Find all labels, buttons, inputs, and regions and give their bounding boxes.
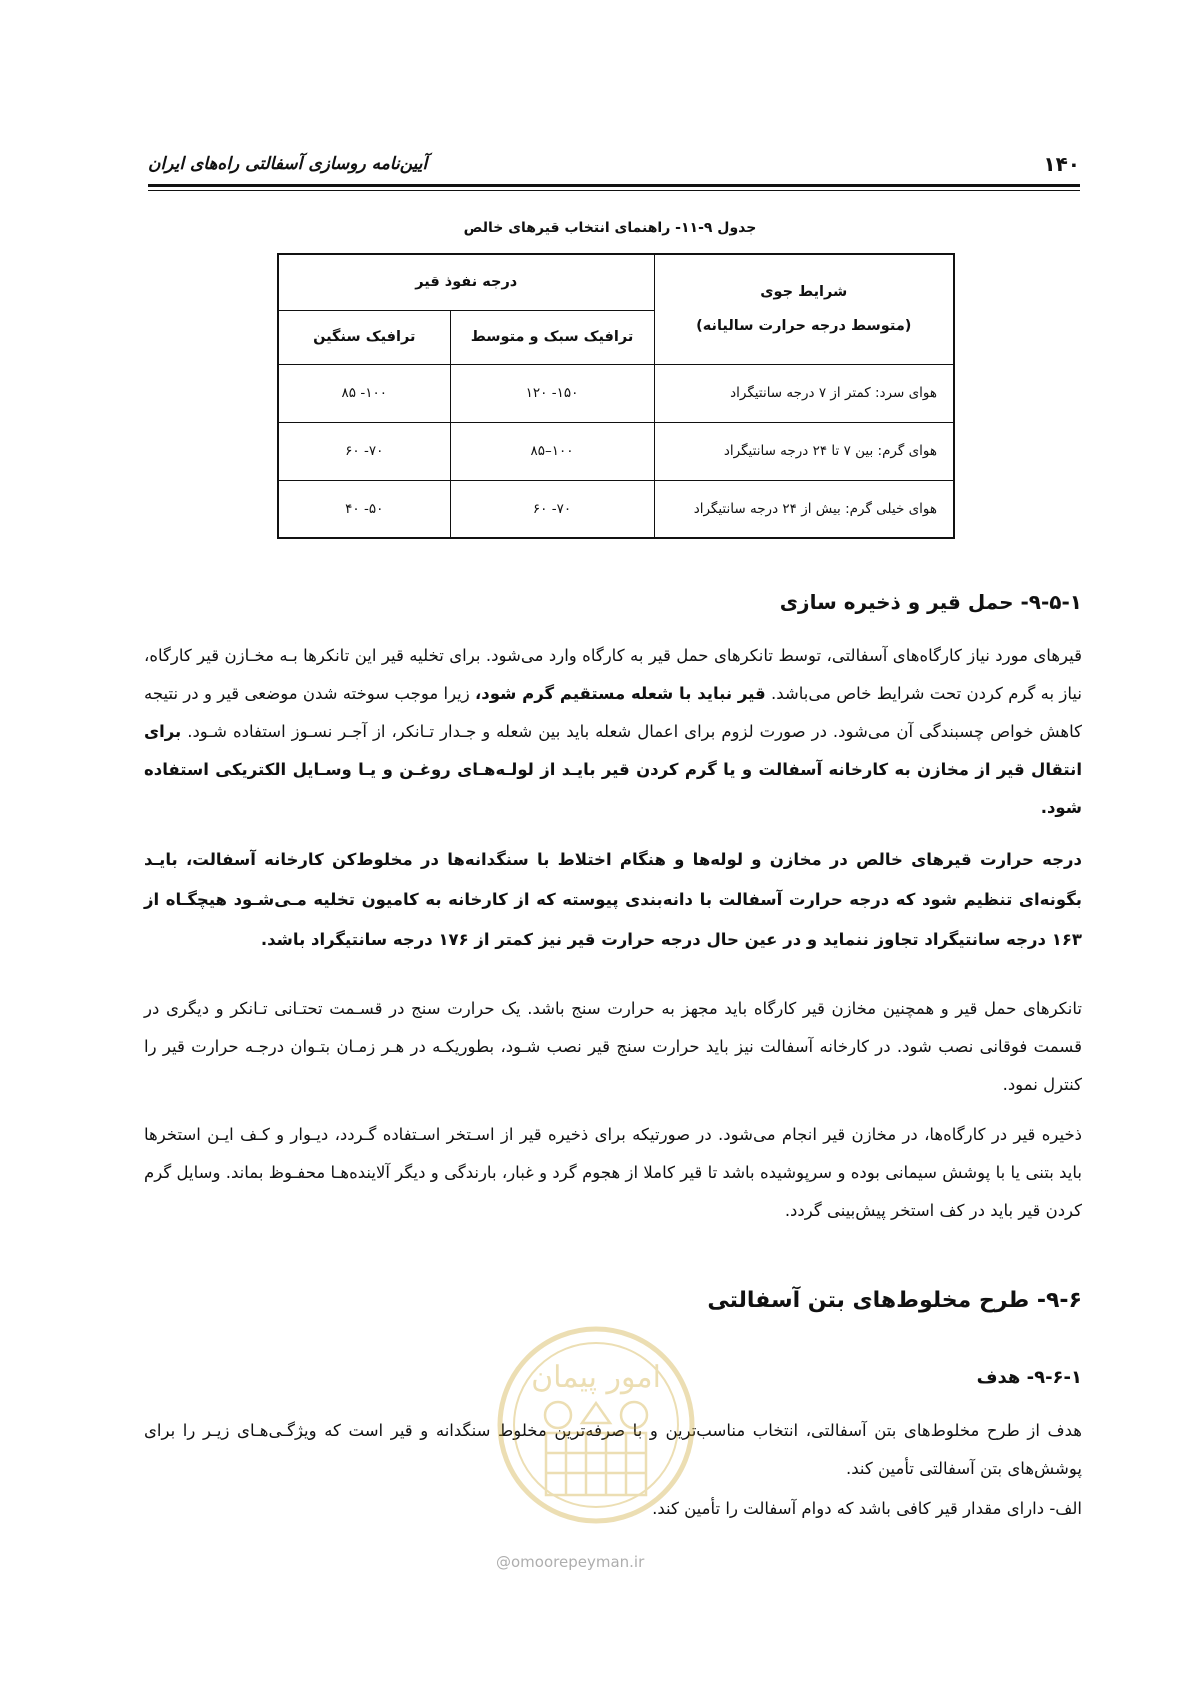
bitumen-selection-table bbox=[277, 253, 955, 539]
cell-condition: هوای سرد: کمتر از ۷ درجه سانتیگراد bbox=[654, 364, 954, 422]
watermark-url: @omoorepeyman.ir bbox=[496, 1553, 645, 1571]
cell-condition: هوای خیلی گرم: بیش از ۲۴ درجه سانتیگراد bbox=[654, 480, 954, 538]
header-climate-line2: (متوسط درجه حرارت سالیانه) bbox=[696, 318, 912, 335]
running-header bbox=[148, 150, 1080, 184]
cell-light-traffic: ۱۰۰–۸۵ bbox=[450, 422, 654, 480]
header-rule-thin bbox=[148, 190, 1080, 191]
table-row bbox=[278, 364, 954, 422]
header-climate-conditions bbox=[654, 254, 954, 364]
page-number: ۱۴۰ bbox=[1043, 152, 1080, 176]
section-heading-transport-storage: ۹-۵-۱- حمل قیر و ذخیره سازی bbox=[779, 590, 1082, 614]
book-title: آیین‌نامه روسازی آسفالتی راه‌های ایران bbox=[148, 154, 428, 174]
emphasis-no-direct-flame: قیر نباید با شعله مستقیم گرم شود، bbox=[475, 684, 766, 703]
header-rule-thick bbox=[148, 184, 1080, 187]
paragraph-transport bbox=[144, 637, 1082, 827]
header-heavy-traffic: ترافیک سنگین bbox=[278, 310, 450, 364]
emphasis-heating-method: برای انتقال قیر از مخازن به کارخانه آسفالت و یا گرم کردن قیر بایـد از لولـه‌هـای روغـن و یـا وسـایل الکتریکی استفاده شود. bbox=[144, 722, 1082, 817]
cell-condition: هوای گرم: بین ۷ تا ۲۴ درجه سانتیگراد bbox=[654, 422, 954, 480]
paragraph-objective: هدف از طرح مخلوط‌های بتن آسفالتی، انتخاب مناسب‌ترین و با صرفه‌ترین مخلوط سنگدانه و قیر است که ویژگـی‌هـای زیـر را برای پوشش‌های بتن آسفالتی تأمین کند. bbox=[144, 1421, 1082, 1478]
cell-heavy-traffic: ۱۰۰- ۸۵ bbox=[278, 364, 450, 422]
cell-light-traffic: ۷۰- ۶۰ bbox=[450, 480, 654, 538]
paragraph-text: قیرهای مورد نیاز کارگاه‌های آسفالتی، توسط تانکرهای حمل قیر به کارگاه وارد می‌شود. برای تخلیه قیر این تانکرها بـه مخـازن قیر کارگاه، نیاز به گرم کردن تحت شرایط خاص می‌باشد. bbox=[144, 646, 1082, 703]
table-caption: جدول ۹-۱۱- راهنمای انتخاب قیرهای خالص bbox=[463, 220, 757, 236]
table-row bbox=[278, 480, 954, 538]
cell-light-traffic: ۱۵۰- ۱۲۰ bbox=[450, 364, 654, 422]
paragraph-text: زیرا موجب سوخته شدن موضعی قیر و در نتیجه کاهش خواص چسبندگی آن می‌شود. در صورت لزوم برای اعمال شعله باید بین شعله و جـدار تـانکر، از آجـر نسـوز استفاده شـود. bbox=[144, 684, 1082, 741]
watermark-logo-text: امور پیمان bbox=[531, 1360, 661, 1395]
header-penetration-grade: درجه نفوذ قیر bbox=[278, 254, 654, 310]
section-heading-mix-design: ۹-۶- طرح مخلوط‌های بتن آسفالتی bbox=[707, 1288, 1082, 1313]
paragraph-storage: ذخیره قیر در کارگاه‌ها، در مخازن قیر انجام می‌شود. در صورتیکه برای ذخیره قیر از اسـتخر اسـتفاده گـردد، دیـوار و کـف ایـن استخرها باید بتنی یا با پوشش سیمانی بوده و سرپوشیده باشد تا قیر کاملا از هجوم گرد و غبار، بارندگی و دیگر آلاینده‌هـا محفـوظ بماند. وسایل گرم کردن قیر باید در کف استخر پیش‌بینی گردد. bbox=[144, 1125, 1082, 1220]
cell-heavy-traffic: ۵۰- ۴۰ bbox=[278, 480, 450, 538]
cell-heavy-traffic: ۷۰- ۶۰ bbox=[278, 422, 450, 480]
table-row bbox=[278, 422, 954, 480]
list-item-a: الف- دارای مقدار قیر کافی باشد که دوام آسفالت را تأمین کند. bbox=[652, 1499, 1082, 1518]
paragraph-thermometers: تانکرهای حمل قیر و همچنین مخازن قیر کارگاه باید مجهز به حرارت سنج باشد. یک حرارت سنج در قسـمت تحتـانی تـانکر و دیگری در قسمت فوقانی نصب شود. در کارخانه آسفالت نیز باید حرارت سنج قیر نصب شـود، بطوریکـه در هـر زمـان بتـوان درجـه حرارت قیر را کنترل نمود. bbox=[144, 999, 1082, 1094]
subsection-heading-objective: ۹-۶-۱- هدف bbox=[976, 1367, 1082, 1388]
paragraph-temperature-limits: درجه حرارت قیرهای خالص در مخازن و لوله‌ها و هنگام اختلاط با سنگدانه‌ها در مخلوط‌کن کارخانه آسفالت، بایـد بگونه‌ای تنظیم شود که درجه حرارت آسفالت با دانه‌بندی پیوسته که از کارخانه به کامیون تخلیه مـی‌شـود هیچگـاه از ۱۶۳ درجه سانتیگراد تجاوز ننماید و در عین حال درجه حرارت قیر نیز کمتر از ۱۷۶ درجه سانتیگراد باشد. bbox=[144, 850, 1082, 949]
header-climate-line1: شرایط جوی bbox=[760, 284, 848, 301]
header-light-traffic: ترافیک سبک و متوسط bbox=[450, 310, 654, 364]
